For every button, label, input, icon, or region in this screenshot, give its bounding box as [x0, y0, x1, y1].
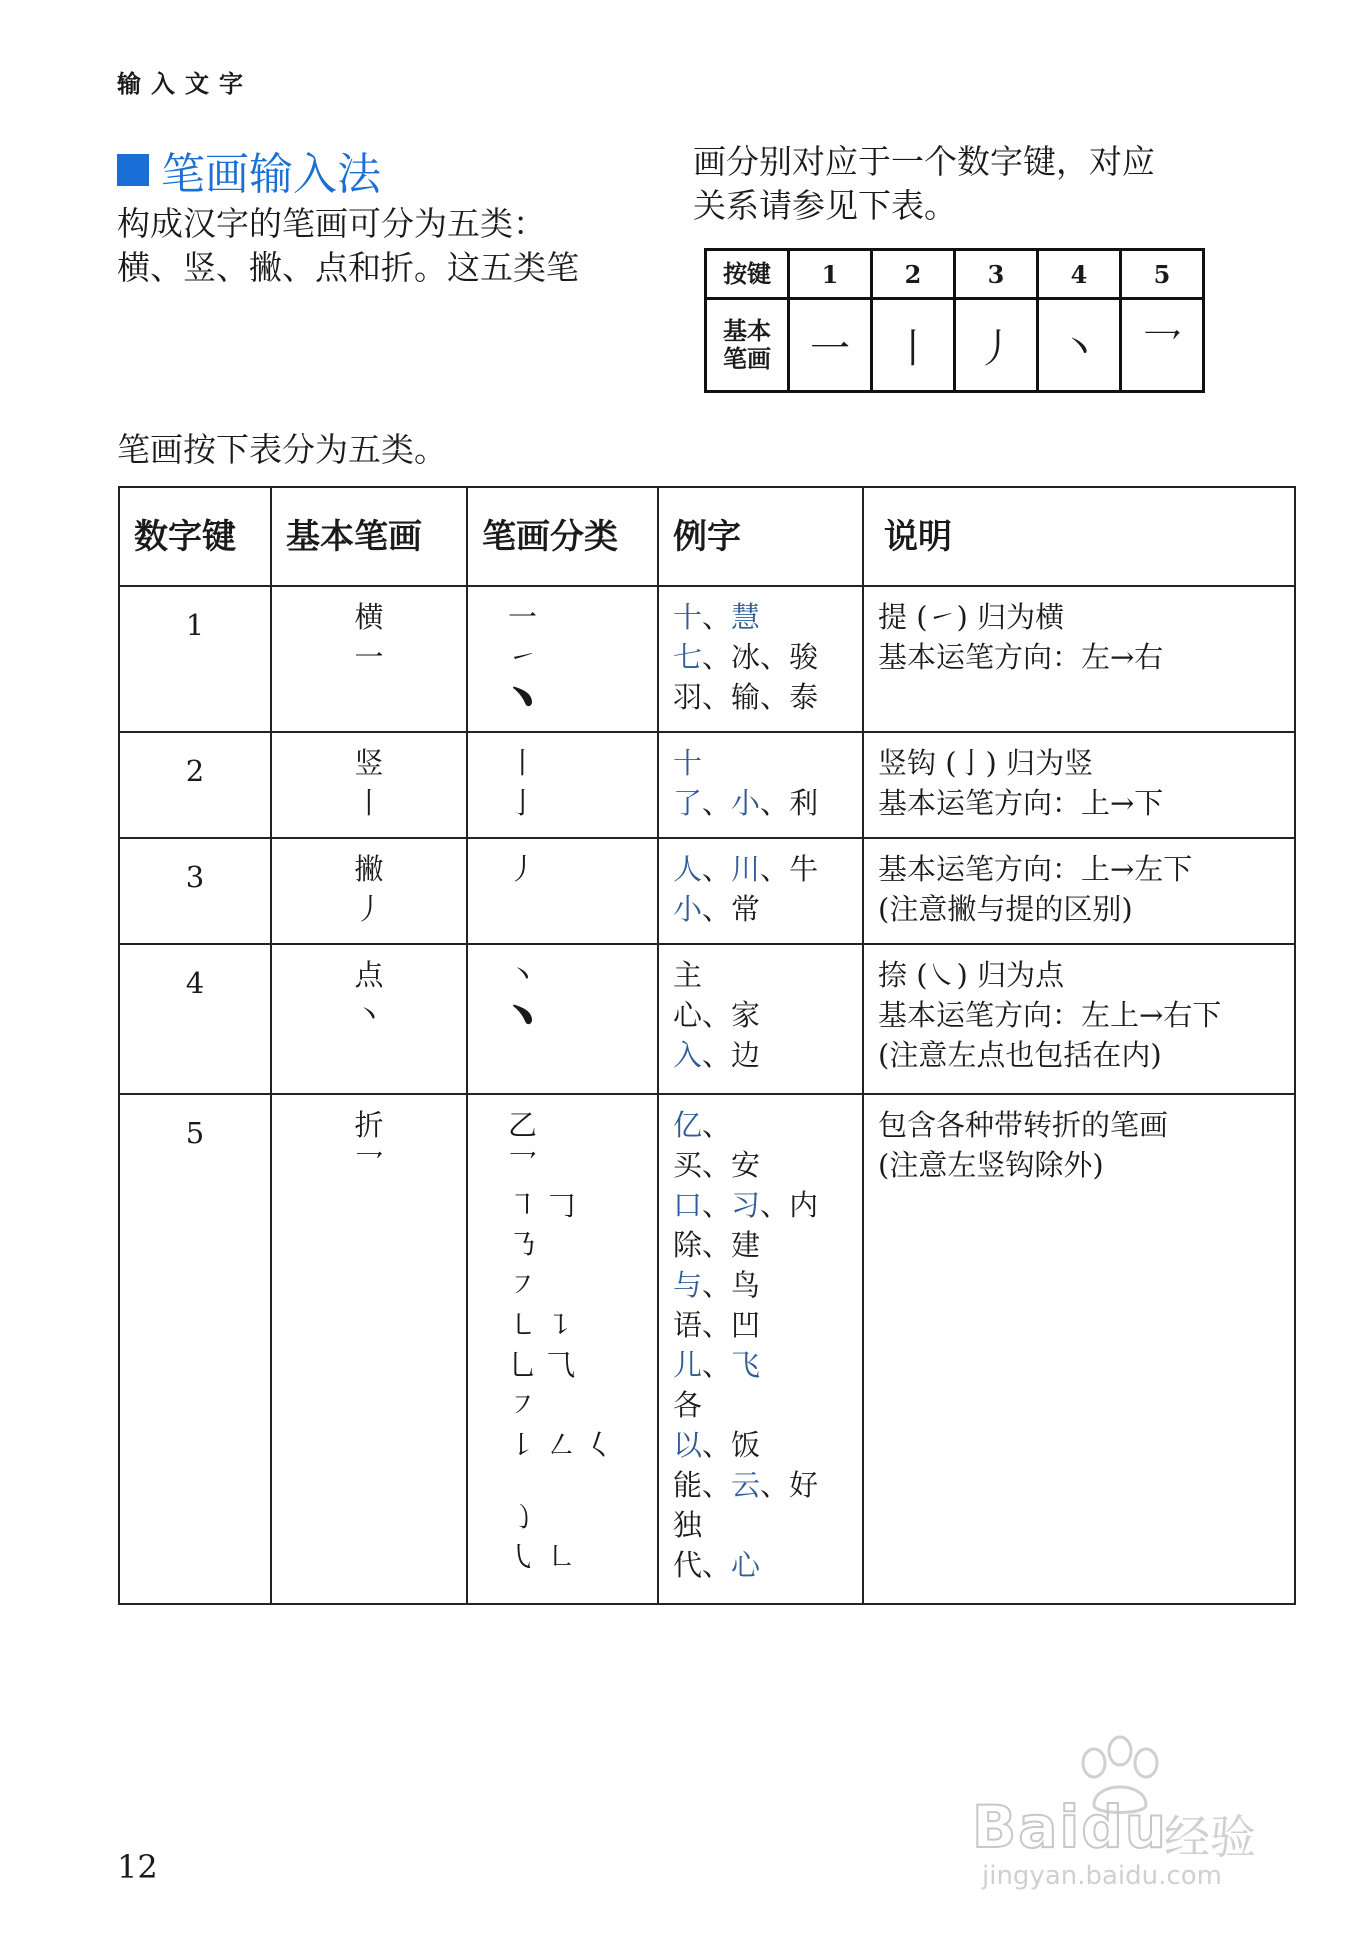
stroke-class-line: ㇀: [508, 640, 538, 674]
cell-key: 2: [119, 732, 271, 838]
example-char: 、: [702, 1348, 732, 1382]
stroke-class-line: ㇁: [508, 1500, 538, 1534]
column-header: 说明: [863, 487, 1295, 586]
table-row: [119, 586, 1295, 732]
example-char: 安: [731, 1148, 761, 1182]
stroke-class-line: 丨: [508, 746, 538, 780]
example-char: 七: [673, 640, 703, 674]
stroke-class-line: ㇄ ㇊: [508, 1308, 576, 1342]
example-char: 利: [789, 786, 819, 820]
example-char: 除: [673, 1228, 703, 1262]
example-char: 、: [702, 1428, 732, 1462]
cell-basic-stroke: [271, 732, 467, 838]
key-table-row-label: 按键: [706, 250, 789, 299]
example-char: 十: [673, 746, 703, 780]
example-char: 、: [702, 1148, 732, 1182]
example-char: 、: [760, 786, 790, 820]
example-char: 、: [702, 1228, 732, 1262]
example-char: 好: [789, 1468, 819, 1502]
example-char: 人: [673, 852, 703, 886]
example-char: 牛: [789, 852, 819, 886]
cell-key: 1: [119, 586, 271, 732]
cell-stroke-classes: [467, 732, 658, 838]
column-header: 基本笔画: [271, 487, 467, 586]
intro-right-line: 画分别对应于一个数字键，对应: [693, 142, 1155, 181]
key-table-stroke: 丶: [1038, 299, 1121, 392]
example-char: 、: [702, 640, 732, 674]
stroke-class-line: 一: [508, 600, 538, 634]
example-char: 飞: [731, 1348, 761, 1382]
section-title-text: 笔画输入法: [161, 149, 381, 200]
note-line: (注意撇与提的区别): [878, 892, 1133, 926]
stroke-class-line: 乛: [508, 1148, 538, 1182]
table-intro-paragraph: 笔画按下表分为五类。: [117, 430, 447, 469]
example-char: 、: [702, 1468, 732, 1502]
cell-stroke-classes: [467, 1094, 658, 1604]
cell-key: 5: [119, 1094, 271, 1604]
example-char: 建: [731, 1228, 761, 1262]
example-line: [673, 955, 862, 995]
example-char: 以: [673, 1428, 703, 1462]
key-table-key: 3: [955, 250, 1038, 299]
stroke-class-line: 丿: [508, 852, 538, 886]
note-line: 提 (㇀) 归为横: [878, 600, 1065, 634]
example-char: 骏: [789, 640, 819, 674]
example-line: [673, 1185, 862, 1225]
column-header: 例字: [658, 487, 863, 586]
example-char: 、: [702, 1108, 732, 1142]
example-line: [673, 1105, 862, 1145]
example-char: 各: [673, 1388, 703, 1422]
note-line: 基本运笔方向：左上→右下: [878, 998, 1222, 1032]
example-line: [673, 1425, 862, 1465]
cell-notes: [863, 838, 1295, 944]
basic-stroke-line: 点: [354, 958, 384, 992]
example-char: 儿: [673, 1348, 703, 1382]
key-table-label-line: 基本: [723, 316, 771, 345]
example-char: 、: [702, 1188, 732, 1222]
example-char: 、: [760, 640, 790, 674]
cell-stroke-classes: [467, 944, 658, 1094]
example-char: 凹: [731, 1308, 761, 1342]
example-line: [673, 849, 862, 889]
stroke-class-line: 亅: [508, 786, 538, 820]
example-line: [673, 1265, 862, 1305]
cell-basic-stroke: [271, 1094, 467, 1604]
note-line: 基本运笔方向：左→右: [878, 640, 1164, 674]
example-line: [673, 677, 862, 717]
square-bullet-icon: [117, 154, 149, 186]
note-line: 捺 (㇏) 归为点: [878, 958, 1065, 992]
example-char: 冰: [731, 640, 761, 674]
example-char: 羽: [673, 680, 703, 714]
example-char: 、: [702, 680, 732, 714]
example-char: 、: [702, 1548, 732, 1582]
example-line: [673, 1225, 862, 1265]
example-char: 、: [702, 998, 732, 1032]
example-char: 习: [731, 1188, 761, 1222]
example-char: 、: [760, 1188, 790, 1222]
stroke-class-line: [468, 1465, 657, 1497]
example-char: 小: [731, 786, 761, 820]
key-table-label-line: 笔画: [723, 344, 771, 373]
basic-stroke-line: 丶: [354, 998, 384, 1032]
note-line: (注意左竖钩除外): [878, 1148, 1104, 1182]
column-header: 笔画分类: [467, 487, 658, 586]
example-char: 、: [702, 786, 732, 820]
watermark-url: jingyan.baidu.com: [982, 1861, 1222, 1891]
example-char: 输: [731, 680, 761, 714]
example-line: [673, 1385, 862, 1425]
example-char: 、: [760, 852, 790, 886]
example-line: [673, 1035, 862, 1075]
example-char: 内: [789, 1188, 819, 1222]
cell-notes: [863, 586, 1295, 732]
stroke-class-line: 丶: [508, 958, 538, 992]
example-char: 小: [673, 892, 703, 926]
example-char: 家: [731, 998, 761, 1032]
table-row: [119, 732, 1295, 838]
example-line: [673, 1545, 862, 1585]
cell-examples: [658, 1094, 863, 1604]
example-char: 慧: [731, 600, 761, 634]
example-char: 入: [673, 1038, 703, 1072]
cell-examples: [658, 732, 863, 838]
cell-examples: [658, 586, 863, 732]
example-line: [673, 637, 862, 677]
basic-stroke-line: 一: [354, 640, 384, 674]
stroke-class-line: ㇇: [508, 1388, 538, 1422]
example-char: 、: [760, 680, 790, 714]
intro-right-line: 关系请参见下表。: [693, 186, 957, 225]
example-line: [673, 743, 862, 783]
example-char: 心: [731, 1548, 761, 1582]
key-table-key: 2: [872, 250, 955, 299]
basic-stroke-line: 横: [354, 600, 384, 634]
example-char: 边: [731, 1038, 761, 1072]
example-char: 鸟: [731, 1268, 761, 1302]
example-char: 、: [702, 852, 732, 886]
key-table-stroke: 丨: [872, 299, 955, 392]
basic-stroke-line: 乛: [354, 1148, 384, 1182]
key-table-stroke: 乛: [1121, 299, 1204, 392]
note-line: 基本运笔方向：上→下: [878, 786, 1164, 820]
intro-left-line: 横、竖、撇、点和折。这五类笔: [117, 248, 579, 287]
example-char: 独: [673, 1508, 703, 1542]
stroke-class-line: ㇇: [508, 1268, 538, 1302]
cell-stroke-classes: [467, 586, 658, 732]
example-char: 语: [673, 1308, 703, 1342]
example-line: [673, 597, 862, 637]
key-table-row-label: [706, 299, 789, 392]
intro-left: [117, 202, 637, 290]
note-line: (注意左点也包括在内): [878, 1038, 1162, 1072]
example-char: 能: [673, 1468, 703, 1502]
example-char: 、: [702, 600, 732, 634]
example-char: 饭: [731, 1428, 761, 1462]
example-char: 十: [673, 600, 703, 634]
cell-basic-stroke: [271, 586, 467, 732]
stroke-class-line: ㇡: [508, 1228, 538, 1262]
intro-left-line: 构成汉字的笔画可分为五类：: [117, 204, 546, 243]
basic-stroke-line: 折: [354, 1108, 384, 1142]
basic-stroke-line: 竖: [354, 746, 384, 780]
page-number: 12: [117, 1848, 158, 1886]
example-char: 云: [731, 1468, 761, 1502]
example-char: 亿: [673, 1108, 703, 1142]
cell-basic-stroke: [271, 944, 467, 1094]
cell-notes: [863, 1094, 1295, 1604]
example-line: [673, 1345, 862, 1385]
example-char: 心: [673, 998, 703, 1032]
watermark-brand-cn: 经验: [1164, 1810, 1256, 1864]
example-line: [673, 1145, 862, 1185]
key-table-stroke: 一: [789, 299, 872, 392]
note-line: 基本运笔方向：上→左下: [878, 852, 1193, 886]
cell-examples: [658, 838, 863, 944]
watermark-brand: Baidu: [972, 1793, 1169, 1861]
example-line: [673, 1305, 862, 1345]
cell-stroke-classes: [467, 838, 658, 944]
example-char: 、: [702, 1268, 732, 1302]
stroke-class-line: 乙: [508, 1108, 538, 1142]
section-title: [117, 138, 381, 202]
column-header: 数字键: [119, 487, 271, 586]
example-line: [673, 889, 862, 929]
cell-examples: [658, 944, 863, 1094]
stroke-class-line: ㇙ ㇜ 𡿨: [508, 1428, 614, 1462]
cell-key: 3: [119, 838, 271, 944]
key-table-key: 5: [1121, 250, 1204, 299]
basic-stroke-line: 撇: [354, 852, 384, 886]
example-line: [673, 1465, 862, 1505]
example-char: 、: [760, 1468, 790, 1502]
example-char: 口: [673, 1188, 703, 1222]
key-table-stroke: 丿: [955, 299, 1038, 392]
stroke-class-line: ㇂ ㇗: [508, 1540, 576, 1574]
cell-basic-stroke: [271, 838, 467, 944]
example-line: [673, 1505, 862, 1545]
baidu-watermark: [968, 1735, 1290, 1900]
example-char: 、: [702, 892, 732, 926]
stroke-class-line: ㇕ 𠃌: [508, 1188, 576, 1222]
example-char: 买: [673, 1148, 703, 1182]
key-table-key: 1: [789, 250, 872, 299]
example-char: 、: [702, 1308, 732, 1342]
key-table-key: 4: [1038, 250, 1121, 299]
example-char: 主: [673, 958, 703, 992]
example-char: 与: [673, 1268, 703, 1302]
note-line: 包含各种带转折的笔画: [878, 1108, 1169, 1142]
key-mapping-table: [704, 248, 1205, 393]
basic-stroke-line: 丿: [354, 892, 384, 926]
table-row: [119, 1094, 1295, 1604]
example-char: 代: [673, 1548, 703, 1582]
intro-right: [693, 140, 1233, 228]
cell-key: 4: [119, 944, 271, 1094]
cell-notes: [863, 944, 1295, 1094]
example-line: [673, 783, 862, 823]
note-line: 竖钩 (亅) 归为竖: [878, 746, 1094, 780]
stroke-class-line: ﹅: [508, 680, 538, 714]
example-char: 川: [731, 852, 761, 886]
running-header: 输入文字: [117, 70, 253, 98]
stroke-class-line: ﹅: [508, 998, 538, 1032]
stroke-class-line: 乚 ⺄: [508, 1348, 576, 1382]
table-row: [119, 838, 1295, 944]
table-row: [119, 944, 1295, 1094]
table-header-row: [119, 487, 1295, 586]
basic-stroke-line: 丨: [354, 786, 384, 820]
example-line: [673, 995, 862, 1035]
example-char: 泰: [789, 680, 819, 714]
stroke-classification-table: [118, 486, 1296, 1605]
cell-notes: [863, 732, 1295, 838]
example-char: 、: [702, 1038, 732, 1072]
example-char: 了: [673, 786, 703, 820]
example-char: 常: [731, 892, 761, 926]
